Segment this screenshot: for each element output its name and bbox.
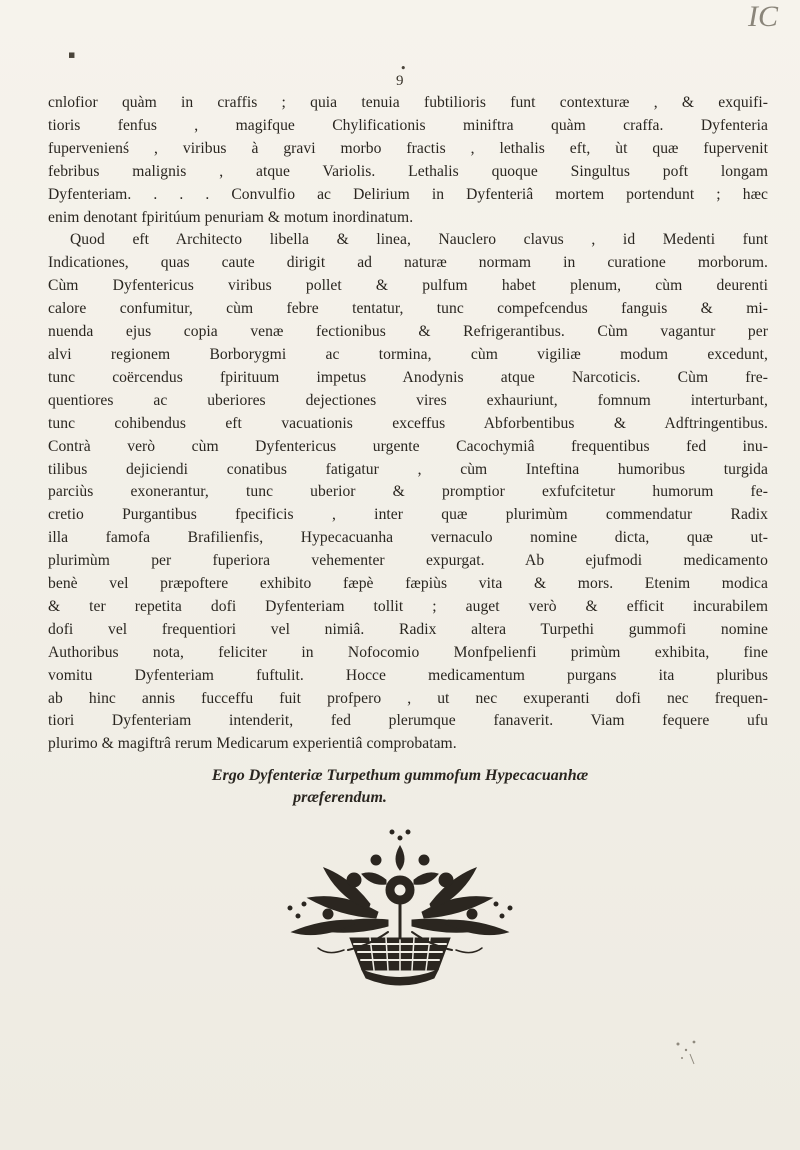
text-line: benè vel præpoftere exhibito fæpè fæpiùs vita & mors. Etenim modica (48, 575, 768, 593)
text-line: vomitu Dyfenteriam fuftulit. Hocce medicamentum purgans ita pluribus (48, 666, 768, 684)
text-line: tunc cohibendus eft vacuationis exceffus Abforbentibus & Adftringentibus. (48, 414, 768, 432)
text-line: cretio Purgantibus fpecificis , inter quæ plurimùm commendatur Radix (48, 506, 768, 524)
text-line: Cùm Dyfentericus viribus pollet & pulfum habet plenum, cùm deurenti (48, 277, 768, 295)
text-line: fupervenienś , viribus à gravi morbo fractis , lethalis eft, ùt quæ fupervenit (48, 139, 768, 157)
text-line: plurimùm per fuperiora vehementer expurgat. Ab ejufmodi medicamento (48, 552, 768, 570)
text-line: tunc coërcendus fpirituum impetus Anodynis atque Narcoticis. Cùm fre- (48, 368, 768, 386)
text-line: quentiores ac uberiores dejectiones vires exhauriunt, fomnum interturbant, (48, 391, 768, 409)
text-line: calore confumitur, cùm febre tentatur, tunc compefcendus fanguis & mi- (48, 300, 768, 318)
text-line: alvi regionem Borborygmi ac tormina, cùm vigiliæ modum excedunt, (48, 345, 768, 363)
text-line: tilibus dejiciendi conatibus fatigatur , cùm Inteftina humoribus turgida (48, 460, 768, 478)
text-line: febribus malignis , atque Variolis. Lethalis quoque Singultus poft longam (48, 162, 768, 180)
text-line: tiori Dyfenteriam intenderit, fed plerumque fanaverit. Viam fequere ufu (48, 712, 768, 730)
text-line: Quod eft Architecto libella & linea, Nauclero clavus , id Medenti funt (70, 231, 768, 249)
paragraph-prognosis (48, 92, 768, 229)
text-line: nuenda ejus copia venæ fectionibus & Refrigerantibus. Cùm vagantur per (48, 323, 768, 341)
text-line: parciùs exonerantur, tunc uberior & promptior exfufcitetur humorum fe- (48, 483, 768, 501)
body-text (48, 92, 768, 756)
conclusion-line: Ergo Dyfenteriæ Turpethum gummofum Hypecacuanhæ (211, 767, 589, 784)
text-line: Indicationes, quas caute dirigit ad naturæ normam in curatione morborum. (48, 254, 768, 272)
text-line: Dyfenteriam. . . . Convulfio ac Delirium in Dyfenteriâ mortem portendunt ; hæc (48, 185, 768, 203)
text-line: Contrà verò cùm Dyfentericus urgente Cacochymiâ frequentibus fed inu- (48, 437, 768, 455)
conclusion-heading (0, 765, 800, 809)
conclusion-line: præferendum. (293, 789, 387, 806)
text-line: cnlofior quàm in craffis ; quia tenuia fubtilioris funt contexturæ , & exquifi- (48, 94, 768, 111)
corner-page-mark: IC (748, 0, 778, 33)
ink-blot-icon (660, 1030, 710, 1070)
text-line: Authoribus nota, feliciter in Nofocomio Monfpelienfi primùm exhibita, fine (48, 643, 768, 661)
ink-speck-icon: ▪ (68, 48, 76, 61)
text-line: tioris fenfus , magifque Chylificationis miniftra quàm craffa. Dyfenteria (48, 116, 768, 134)
text-line: enim denotant fpiritúum penuriam & motum inordinatum. (48, 208, 414, 226)
text-line: ab hinc annis fucceffu fuit profpero , ut nec exuperanti dofi nec frequen- (48, 689, 768, 707)
ink-speck-icon: • (400, 62, 407, 75)
text-line: dofi vel frequentiori vel nimiâ. Radix altera Turpethi gummofi nomine (48, 620, 768, 638)
floral-basket-ornament-icon (258, 820, 542, 1000)
text-line: plurimo & magiftrâ rerum Medicarum experientiâ comprobatam. (48, 735, 457, 753)
paragraph-indications (48, 229, 768, 756)
text-line: & ter repetita dofi Dyfenteriam tollit ; auget verò & efficit incurabilem (48, 597, 768, 615)
page-number: 9 (396, 73, 404, 89)
text-line: illa famofa Brafilienfis, Hypecacuanha vernaculo nomine dicta, quæ ut- (48, 529, 768, 547)
